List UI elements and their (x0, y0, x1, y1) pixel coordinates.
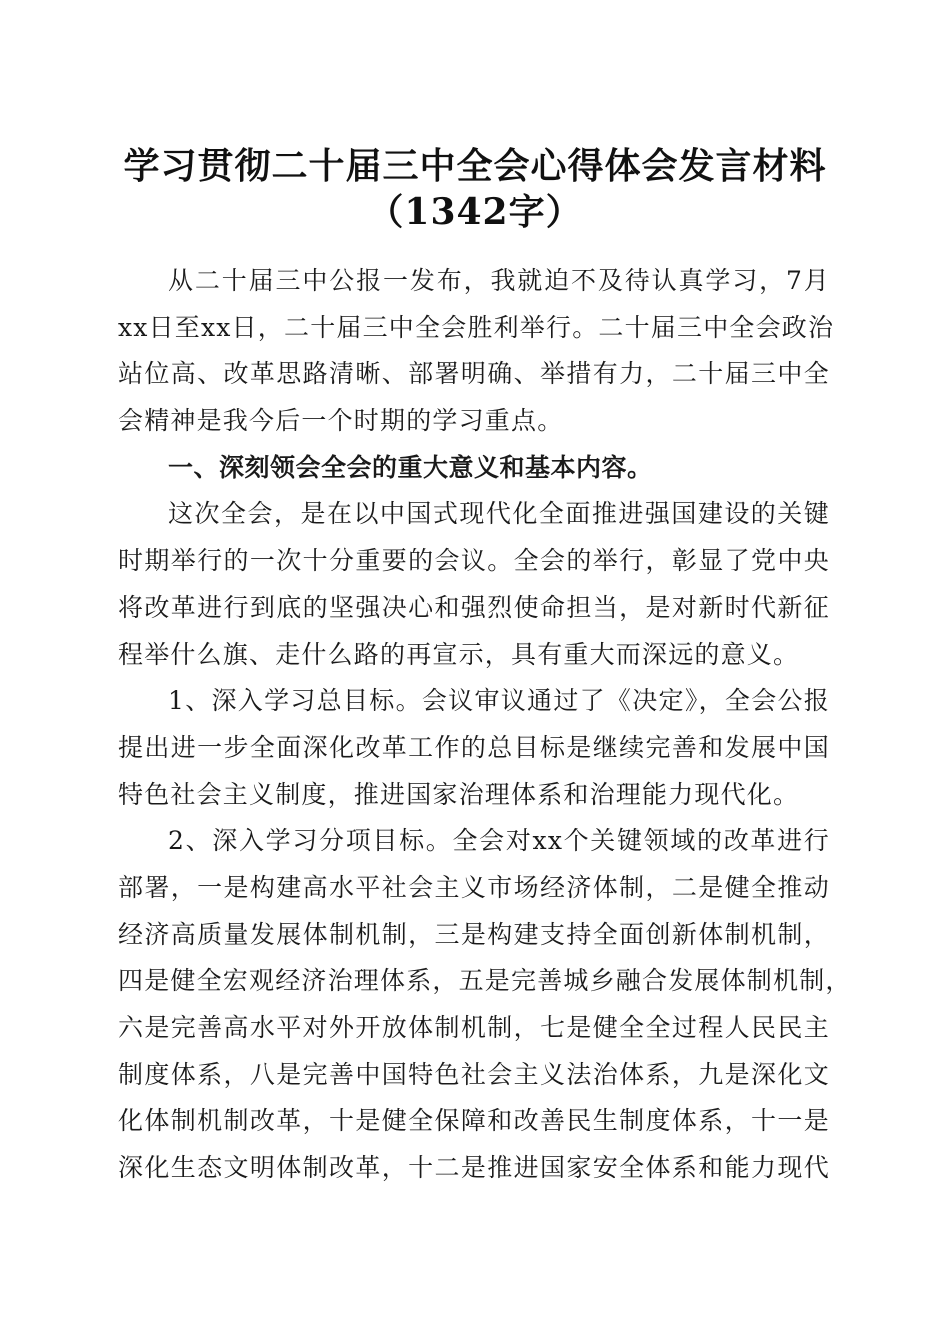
paragraph-significance-line: 程举什么旗、走什么路的再宣示，具有重大而深远的意义。 (118, 639, 800, 669)
paragraph-intro-line: xx日至xx日，二十届三中全会胜利举行。二十届三中全会政治 (118, 312, 835, 342)
paragraph-sub-goals-line: 部署，一是构建高水平社会主义市场经济体制，二是健全推动 (118, 872, 830, 902)
paragraph-intro-line: 站位高、改革思路清晰、部署明确、举措有力，二十届三中全 (118, 359, 830, 389)
paragraph-sub-goals-line: 深化生态文明体制改革，十二是推进国家安全体系和能力现代 (118, 1153, 830, 1183)
paragraph-sub-goals-line: 2、深入学习分项目标。全会对xx个关键领域的改革进行 (168, 826, 830, 856)
document-title: 学习贯彻二十届三中全会心得体会发言材料 (123, 145, 827, 187)
document-subtitle-word-count: （1342字） (367, 191, 583, 233)
paragraph-overall-goal-line: 提出进一步全面深化改革工作的总目标是继续完善和发展中国 (118, 732, 830, 762)
paragraph-sub-goals-line: 经济高质量发展体制机制，三是构建支持全面创新体制机制， (118, 919, 830, 949)
paragraph-sub-goals-line: 四是健全宏观经济治理体系，五是完善城乡融合发展体制机制， (118, 966, 852, 996)
paragraph-significance-line: 时期举行的一次十分重要的会议。全会的举行，彰显了党中央 (118, 546, 830, 576)
paragraph-sub-goals-line: 六是完善高水平对外开放体制机制，七是健全全过程人民民主 (118, 1013, 830, 1042)
paragraph-overall-goal-line: 特色社会主义制度，推进国家治理体系和治理能力现代化。 (118, 779, 800, 809)
paragraph-intro-line: 会精神是我今后一个时期的学习重点。 (118, 406, 564, 436)
document-body (118, 258, 852, 1192)
paragraph-significance-line: 将改革进行到底的坚强决心和强烈使命担当，是对新时代新征 (118, 592, 830, 622)
paragraph-overall-goal-line: 1、深入学习总目标。会议审议通过了《决定》，全会公报 (168, 686, 830, 716)
paragraph-sub-goals-line: 化体制机制改革，十是健全保障和改善民生制度体系，十一是 (118, 1106, 830, 1136)
paragraph-intro-line: 从二十届三中公报一发布，我就迫不及待认真学习，7月 (168, 266, 830, 295)
paragraph-significance-line: 这次全会，是在以中国式现代化全面推进强国建设的关键 (168, 499, 830, 529)
paragraph-sub-goals-line: 制度体系，八是完善中国特色社会主义法治体系，九是深化文 (118, 1059, 830, 1089)
section-heading: 一、深刻领会全会的重大意义和基本内容。 (168, 452, 653, 482)
